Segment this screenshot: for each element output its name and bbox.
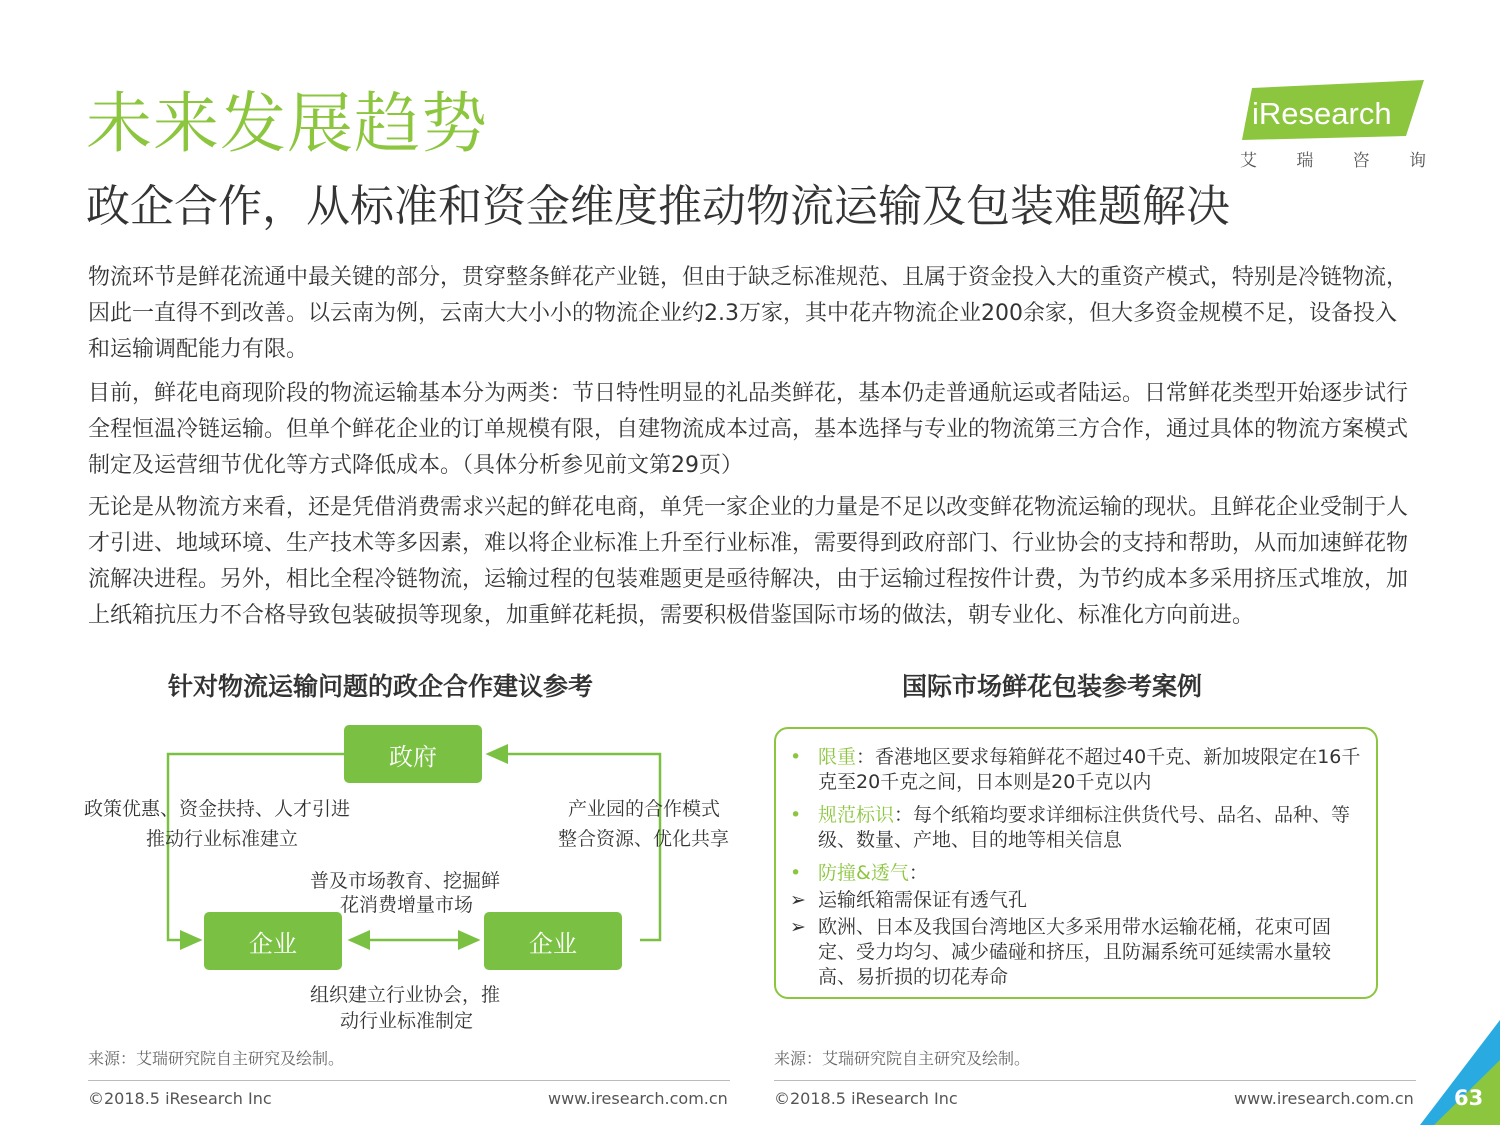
label-market-education-1: 普及市场教育、挖掘鲜	[310, 870, 501, 892]
case-labeling: • 规范标识：每个纸箱均要求详细标注供货代号、品名、品种、等级、数量、产地、目的地等相关信息	[790, 804, 1351, 851]
label-gov-policy: 政策优惠、资金扶持、人才引进	[84, 798, 351, 820]
label-resource-sharing: 整合资源、优化共享	[558, 828, 730, 850]
logo-chinese-name: 艾 瑞 咨 询	[1240, 151, 1426, 171]
label-market-education-2: 花消费增量市场	[340, 894, 474, 916]
cooperation-diagram	[80, 712, 760, 1052]
page-title: 未来发展趋势	[86, 85, 488, 162]
footer-divider-left	[88, 1080, 730, 1081]
international-cases-card	[774, 727, 1378, 999]
svg-text:iResearch: iResearch	[1252, 96, 1392, 131]
source-note-left: 来源：艾瑞研究院自主研究及绘制。	[88, 1049, 345, 1068]
cases-section-title: 国际市场鲜花包装参考案例	[902, 672, 1203, 701]
label-gov-standard: 推动行业标准建立	[146, 828, 299, 850]
footer-url-right: www.iresearch.com.cn	[1234, 1089, 1414, 1108]
case-ventilation-holes: ➢ 运输纸箱需保证有透气孔	[790, 889, 1028, 911]
label-industry-association-2: 动行业标准制定	[340, 1010, 474, 1032]
page-number: 63	[1454, 1086, 1484, 1110]
label-industrial-park: 产业园的合作模式	[568, 798, 721, 820]
source-note-right: 来源：艾瑞研究院自主研究及绘制。	[774, 1049, 1031, 1068]
label-industry-association-1: 组织建立行业协会，推	[310, 984, 501, 1006]
paragraph-cooperation: 无论是从物流方来看，还是凭借消费需求兴起的鲜花电商，单凭一家企业的力量是不足以改变鲜花物流运输的现状。且鲜花企业受制于人才引进、地域环境、生产技术等多因素，难以将企业标准上升至行业标准，需要得到政府部门、行业协会的支持和帮助，从而加速鲜花物流解决进程。另外，相比全程冷链物流，运输过程的包装难题更是亟待解决，由于运输过程按件计费，为节约成本多采用挤压式堆放，加上纸箱抗压力不合格导致包装破损等现象，加重鲜花耗损，需要积极借鉴国际市场的做法，朝专业化、标准化方向前进。	[88, 495, 1409, 628]
diagram-section-title: 针对物流运输问题的政企合作建议参考	[168, 672, 594, 701]
footer-divider-right	[774, 1080, 1416, 1081]
node-government: 政府	[344, 725, 482, 783]
case-weight-limit: • 限重：香港地区要求每箱鲜花不超过40千克、新加坡限定在16千克至20千克之间，日本则是20千克以内	[790, 746, 1361, 793]
footer-url-left: www.iresearch.com.cn	[548, 1089, 728, 1108]
case-impact-ventilation: • 防撞&透气：	[790, 862, 928, 884]
node-enterprise-left: 企业	[204, 912, 342, 970]
footer-copyright-right: ©2018.5 iResearch Inc	[774, 1089, 958, 1108]
case-water-buckets: ➢ 欧洲、日本及我国台湾地区大多采用带水运输花桶，花束可固定、受力均匀、减少磕碰和挤压，且防漏系统可延续需水量较高、易折损的切花寿命	[790, 916, 1332, 988]
paragraph-current-status: 目前，鲜花电商现阶段的物流运输基本分为两类：节日特性明显的礼品类鲜花，基本仍走普通航运或者陆运。日常鲜花类型开始逐步试行全程恒温冷链运输。但单个鲜花企业的订单规模有限，自建物流成本过高，基本选择与专业的物流第三方合作，通过具体的物流方案模式制定及运营细节优化等方式降低成本。（具体分析参见前文第29页）	[88, 381, 1409, 478]
page-subtitle: 政企合作，从标准和资金维度推动物流运输及包装难题解决	[86, 181, 1230, 232]
footer-copyright-left: ©2018.5 iResearch Inc	[88, 1089, 272, 1108]
paragraph-logistics: 物流环节是鲜花流通中最关键的部分，贯穿整条鲜花产业链，但由于缺乏标准规范、且属于资金投入大的重资产模式，特别是冷链物流，因此一直得不到改善。以云南为例，云南大大小小的物流企业约2.3万家，其中花卉物流企业200余家，但大多资金规模不足，设备投入和运输调配能力有限。	[88, 265, 1409, 362]
node-enterprise-right: 企业	[484, 912, 622, 970]
